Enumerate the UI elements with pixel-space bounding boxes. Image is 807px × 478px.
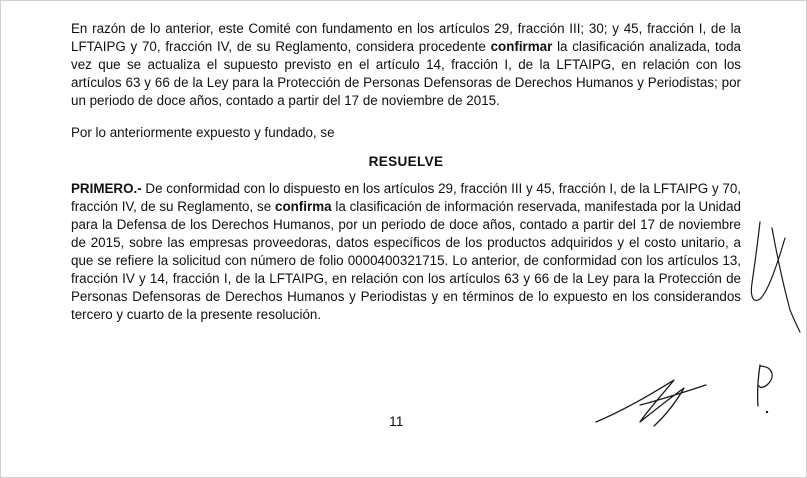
paragraph-considering-bold: confirmar xyxy=(490,39,553,54)
paragraph-primero xyxy=(71,180,741,324)
paragraph-considering xyxy=(71,20,741,110)
document-body xyxy=(71,20,741,324)
paragraph-primero-text-a: De conformidad con lo dispuesto en los artículos 29, fracción III y 45, fracción I, de la LFTAIPG y 70, fracción IV, de su Reglamento, se xyxy=(71,181,741,214)
paragraph-considering-text-b: la clasificación analizada, toda vez que se actualiza el supuesto previsto en el artículo 14, fracción I, de la LFTAIPG, en relación con los artículos 63 y 66 de la Ley para la Protección de Personas Defensoras de Derechos Humanos y Periodistas; por un periodo de doce años, contado a partir del 17 de noviembre de 2015. xyxy=(71,39,742,108)
resolution-heading: RESUELVE xyxy=(368,154,444,169)
paragraph-primero-lead: PRIMERO.- xyxy=(71,181,142,196)
paragraph-primero-text-b: la clasificación de información reservada, manifestada por la Unidad para la Defensa de los Derechos Humanos, por un periodo de doce años, contado a partir del 17 de noviembre de 2015, sobre las empresas proveedoras, datos específicos de los productos adquiridos y el costo unitario, a que se refiere la solicitud con número de folio 0000400321715. Lo anterior, de conformidad con los artículos 13, fracción IV y 14, fracción I, de la LFTAIPG, en relación con los artículos 63 y 66 de la Ley para la Protección de Personas Defensoras de Derechos Humanos y Periodistas y en términos de lo expuesto en los considerandos tercero y cuarto de la presente resolución. xyxy=(71,199,741,322)
paragraph-primero-bold: confirma xyxy=(275,199,332,214)
paragraph-considering-text-a: En razón de lo anterior, este Comité con fundamento en los artículos 29, fracción III; 30; y 45, fracción I, de la LFTAIPG y 70, fracción IV, de su Reglamento, considera procedente xyxy=(71,21,741,54)
page-number: 11 xyxy=(389,413,404,429)
paragraph-expuesto: Por lo anteriormente expuesto y fundado, se xyxy=(71,125,335,140)
